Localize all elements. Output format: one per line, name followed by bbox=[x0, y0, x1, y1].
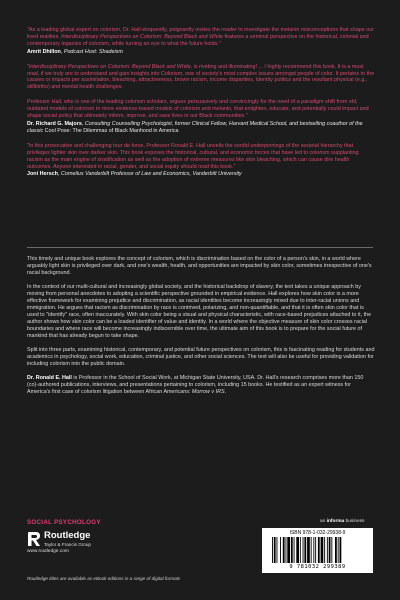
endorsement-3-quote: Professor Hall, who is one of the leading colorism scholars, argues persuasively and convincingly for the need of a paradigm shift from old, outdated models of colorism to more evidence-based models of colorism and melanin, that enlighten, educate, and potentially could impact and shape social policy that ultimately inform, improve, and save lives in our Black communities." bbox=[27, 99, 369, 120]
barcode-bar bbox=[331, 537, 332, 563]
endorsement-1-attribution: Amrit Dhillon, Podcast Host: Shadeism bbox=[27, 48, 123, 55]
barcode-bars bbox=[272, 537, 364, 563]
book-description bbox=[27, 256, 375, 403]
endorsement-1 bbox=[27, 27, 375, 56]
endorsement-4 bbox=[27, 143, 375, 179]
endorsement-2-quote: "Interdisciplinary Perspectives on Colorism: Beyond Black and White, is riveting and illuminating! ... I highly recommend this book. It is a must read, if we truly are to understand and gain insights into Colorism, one of society's most complex issues amongst people of color. It pertains to the causes or impacts per assimilation, bleaching, attractiveness, brown racism, income disparities, identity politics and the resultant physical (e.g., stillbirths) and mental health challenges. bbox=[27, 63, 375, 91]
barcode-bar bbox=[335, 537, 337, 563]
publisher-name: Routledge bbox=[44, 530, 91, 541]
section-divider bbox=[27, 247, 373, 248]
endorsement-4-quote: "In this provocative and challenging tour de force, Professor Ronald E. Hall unveils the sordid underpinnings of the societal hierarchy that privileges lighter skin over darker skin. This book exposes the historical, cultural, and economic forces that have led to colorism supplanting racism as the main engine of stratification as well as the adoption of extreme measures like skin bleaching, which can cause dire health outcomes. Anyone interested in racial, gender, and social equity should read this book." bbox=[27, 142, 359, 170]
barcode-bar bbox=[287, 537, 290, 563]
publisher-group: Taylor & Francis Group bbox=[44, 541, 91, 547]
publisher-website: www.routledge.com bbox=[27, 549, 69, 554]
barcode-bar bbox=[277, 537, 278, 563]
endorsement-4-attribution: Joni Hersch, Cornelius Vanderbilt Professor of Law and Economics, Vanderbilt University bbox=[27, 171, 242, 178]
barcode-bar bbox=[307, 537, 310, 563]
description-paragraph-1: This timely and unique book explores the concept of colorism, which is discrimination based on the color of a person's skin, in a world where arguably light skin is privileged over dark, and one's wealth, health, and opportunities are impacted by skin color, sometimes irrespective of one's racial background. bbox=[27, 256, 372, 277]
barcode-bar bbox=[272, 537, 273, 563]
barcode-bar bbox=[329, 537, 331, 563]
endorsements-section bbox=[27, 27, 375, 186]
endorsement-3 bbox=[27, 99, 375, 135]
barcode-bar bbox=[283, 537, 285, 563]
barcode-bar bbox=[304, 537, 306, 563]
description-paragraph-3: Split into three parts, examining historical, contemporary, and potential future perspectives on colorism, this is fascinating reading for students and academics in psychology, social work, education, criminal justice, and other social sciences. The text will also be useful for providing validation for including colorism into the public domain. bbox=[27, 347, 375, 368]
endorsement-2 bbox=[27, 64, 375, 92]
endorsement-3-attribution: Dr. Richard G. Majors, Consulting Counselling Psychologist, former Clinical Fellow, Harvard Medical School, and bestselling coauthor of the classic Cool Pose: The Dilemmas of Black Manhood in America bbox=[27, 120, 363, 134]
ebook-footnote: Routledge titles are available as eBook editions in a range of digital formats bbox=[27, 576, 181, 581]
barcode-bar bbox=[313, 537, 314, 563]
endorsement-1-quote: "As a leading global expert on colorism, Dr. Hall eloquently, poignantly invites the reader to investigate the melanin misconceptions that shape our lived realities. Interdisciplinary Perspectives on Colorism: Beyond Black and White features a seminal perspective on the historical, colonial and contemporary legacies of colorism, while turning an eye to what the future holds." bbox=[27, 27, 375, 47]
barcode-bar bbox=[315, 537, 316, 563]
barcode-bar bbox=[286, 537, 287, 563]
barcode-bar bbox=[274, 537, 276, 563]
barcode-bar bbox=[311, 537, 312, 563]
description-paragraph-2: In the context of our multi-cultural and increasingly global society, and the historical backdrop of slavery, the text takes a unique approach by moving from personal anecdotes to adopting a scientific perspective grounded in empirical evidence. Hall explores how skin color is a more effective framework for examining prejudice and discrimination, as racial identities become increasingly mixed due to inter-racial unions and immigration. He argues that racism as discrimination by race is contrived, polarizing, and non-quantifiable, and that it is often skin color that is used to "identify" race, often inaccurately. With skin color being a visual and physical characteristic, with race-based prejudices attached to it, the author shows how skin color can be a loaded identifier of value and identity. In a world where the objective measure of skin color crosses racial boundaries and where race will become increasingly indiscernible over time, the ultimate aim of this book is to prepare for the social future of mankind that has already begun to take shape. bbox=[27, 284, 372, 340]
barcode-bar bbox=[300, 537, 301, 563]
author-bio: Dr. Ronald E. Hall is Professor in the School of Social Work, at Michigan State University, USA. Dr. Hall's research comprises more than 150 (co)-authored publications, interviews, and presentations pertaining to colorism, including 15 books. He testified as an expert witness for America's first case of colorism litigation between African Americans: Morrow v IRS. bbox=[27, 375, 364, 396]
barcode-bar bbox=[291, 537, 293, 563]
barcode-bar bbox=[324, 537, 325, 563]
barcode-bar bbox=[340, 537, 342, 563]
barcode-bar bbox=[327, 537, 328, 563]
barcode-bar bbox=[321, 537, 324, 563]
barcode-digits: 9 781032 299389 bbox=[289, 564, 346, 570]
barcode-bar bbox=[318, 537, 320, 563]
barcode-bar bbox=[303, 537, 304, 563]
subject-category: SOCIAL PSYCHOLOGY bbox=[27, 519, 101, 526]
barcode-bar bbox=[280, 537, 281, 563]
barcode-bar bbox=[338, 537, 339, 563]
informa-business-mark: an informa business bbox=[320, 519, 365, 524]
publisher-logo-text bbox=[44, 531, 91, 547]
barcode-bar bbox=[296, 537, 299, 563]
isbn-text: ISBN 978-1-032-29938-9 bbox=[289, 530, 346, 536]
isbn-barcode bbox=[262, 528, 373, 573]
routledge-logo-icon bbox=[27, 531, 41, 547]
barcode-bar bbox=[294, 537, 295, 563]
